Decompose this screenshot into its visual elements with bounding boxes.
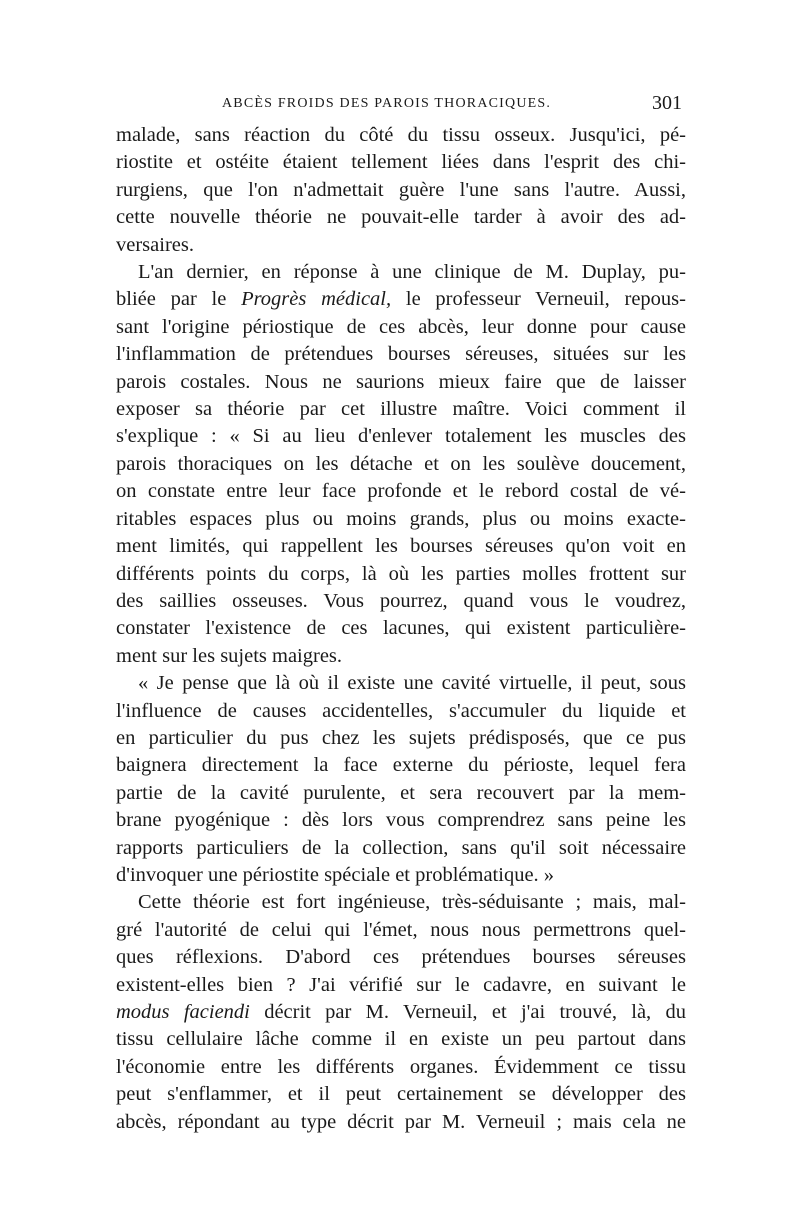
text-line: différents points du corps, là où les parties molles frottent sur xyxy=(116,562,686,585)
text-line: « Je pense que là où il existe une cavité virtuelle, il peut, sous xyxy=(138,672,686,695)
paragraph xyxy=(116,122,686,259)
text-line: rurgiens, que l'on n'admettait guère l'une sans l'autre. Aussi, xyxy=(116,178,686,201)
text-line: on constate entre leur face profonde et le rebord costal de vé- xyxy=(116,480,686,503)
text-line: en particulier du pus chez les sujets prédisposés, que ce pus xyxy=(116,726,686,749)
text-line: L'an dernier, en réponse à une clinique de M. Duplay, pu- xyxy=(138,261,686,284)
text-fragment: décrit par M. Verneuil, et j'ai trouvé, là, du xyxy=(249,1001,686,1023)
text-line: l'économie entre les différents organes. Évidemment ce tissu xyxy=(116,1055,686,1078)
text-line: gré l'autorité de celui qui l'émet, nous nous permettrons quel- xyxy=(116,918,686,941)
text-line: parois thoraciques on les détache et on les soulève doucement, xyxy=(116,452,686,475)
text-line: rapports particuliers de la collection, sans qu'il soit nécessaire xyxy=(116,836,686,859)
journal-title-italic: Progrès médical, xyxy=(241,288,392,311)
text-line: brane pyogénique : dès lors vous comprendrez sans peine les xyxy=(116,809,686,832)
text-line: abcès, répondant au type décrit par M. Verneuil ; mais cela ne xyxy=(116,1110,686,1133)
text-line: tissu cellulaire lâche comme il en existe un peu partout dans xyxy=(116,1028,686,1051)
text-line: riostite et ostéite étaient tellement liées dans l'esprit des chi- xyxy=(116,151,686,174)
text-fragment: le professeur Verneuil, repous- xyxy=(391,288,686,311)
paragraph xyxy=(116,889,686,1136)
text-line: constater l'existence de ces lacunes, qui existent particulière- xyxy=(116,617,686,640)
text-line: Cette théorie est fort ingénieuse, très-séduisante ; mais, mal- xyxy=(138,891,686,914)
text-line: existent-elles bien ? J'ai vérifié sur le cadavre, en suivant le xyxy=(116,973,686,996)
text-line: ritables espaces plus ou moins grands, plus ou moins exacte- xyxy=(116,507,686,530)
running-title: ABCÈS FROIDS DES PAROIS THORACIQUES. xyxy=(222,96,552,111)
text-line xyxy=(116,286,686,313)
text-line: versaires. xyxy=(116,233,194,256)
text-line: malade, sans réaction du côté du tissu osseux. Jusqu'ici, pé- xyxy=(116,124,686,146)
text-line: l'inflammation de prétendues bourses séreuses, situées sur les xyxy=(116,343,686,366)
text-line: ques réflexions. D'abord ces prétendues bourses séreuses xyxy=(116,946,686,969)
running-header xyxy=(116,92,686,122)
book-page xyxy=(116,92,686,1136)
text-line: s'explique : « Si au lieu d'enlever totalement les muscles des xyxy=(116,425,686,448)
text-line: baignera directement la face externe du périoste, lequel fera xyxy=(116,754,686,777)
text-line: parois costales. Nous ne saurions mieux faire que de laisser xyxy=(116,370,686,393)
paragraph xyxy=(116,259,686,670)
text-line: peut s'enflammer, et il peut certainement se développer des xyxy=(116,1083,686,1106)
text-fragment: bliée par le xyxy=(116,288,242,311)
text-line: d'invoquer une périostite spéciale et problématique. » xyxy=(116,863,555,886)
page-number: 301 xyxy=(652,92,682,114)
text-line: ment sur les sujets maigres. xyxy=(116,644,343,667)
text-line: cette nouvelle théorie ne pouvait-elle tarder à avoir des ad- xyxy=(116,206,686,229)
text-line: ment limités, qui rappellent les bourses séreuses qu'on voit en xyxy=(116,535,686,558)
text-line: sant l'origine périostique de ces abcès, leur donne pour cause xyxy=(116,315,686,338)
text-line xyxy=(116,999,686,1026)
text-line: partie de la cavité purulente, et sera recouvert par la mem- xyxy=(116,781,686,804)
text-line: exposer sa théorie par cet illustre maître. Voici comment il xyxy=(116,398,686,421)
paragraph xyxy=(116,670,686,889)
text-line: l'influence de causes accidentelles, s'accumuler du liquide et xyxy=(116,699,686,722)
text-line: des saillies osseuses. Vous pourrez, quand vous le voudrez, xyxy=(116,589,686,612)
latin-phrase-italic: modus faciendi xyxy=(116,1001,250,1023)
